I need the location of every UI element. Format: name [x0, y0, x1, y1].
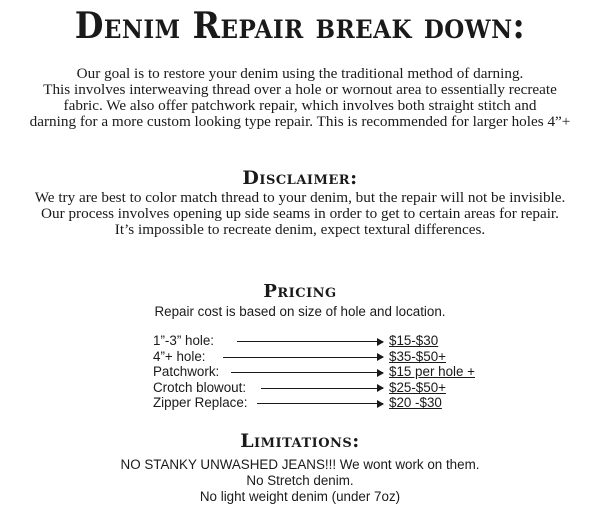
arrow-icon: [237, 341, 383, 342]
price-value: $15 per hole +: [389, 364, 475, 379]
disclaimer-line: Our process involves opening up side seams in order to get to certain areas for repair.: [41, 205, 559, 222]
intro-line: darning for a more custom looking type repair. This is recommended for larger holes 4”+: [29, 113, 571, 130]
price-row: [153, 349, 493, 365]
price-row: [153, 333, 493, 349]
intro-paragraph: [8, 66, 592, 130]
price-value: $25-$50+: [389, 379, 446, 395]
arrow-icon: [223, 357, 383, 358]
limitations-heading: Limitations:: [240, 430, 360, 452]
price-label: Crotch blowout:: [153, 379, 247, 395]
limitation-line: NO STANKY UNWASHED JEANS!!! We wont work on them.: [120, 457, 480, 472]
price-value: $20 -$30: [389, 395, 442, 410]
price-label: 4”+ hole:: [153, 348, 206, 364]
arrow-icon: [261, 388, 383, 389]
arrow-icon: [231, 372, 383, 373]
price-label: 1”-3” hole:: [153, 333, 215, 348]
intro-line: fabric. We also offer patchwork repair, which involves both straight stitch and: [63, 97, 537, 114]
intro-line: This involves interweaving thread over a hole or wornout area to essentially recreate: [43, 81, 557, 98]
price-label: Patchwork:: [153, 364, 220, 379]
price-row: [153, 395, 493, 411]
price-row: [153, 364, 493, 380]
pricing-heading: Pricing: [263, 281, 337, 302]
page-title: Denim Repair break down:: [74, 5, 526, 47]
disclaimer-heading: Disclaimer:: [242, 167, 358, 189]
price-value: $15-$30: [389, 333, 439, 348]
disclaimer-line: We try are best to color match thread to your denim, but the repair will not be invisible.: [34, 189, 566, 206]
disclaimer-paragraph: [8, 190, 592, 238]
limitations-list: [0, 457, 600, 505]
price-label: Zipper Replace:: [153, 395, 248, 410]
limitation-line: No Stretch denim.: [246, 473, 354, 488]
intro-line: Our goal is to restore your denim using the traditional method of darning.: [76, 65, 524, 82]
disclaimer-line: It’s impossible to recreate denim, expect textural differences.: [114, 221, 486, 238]
price-row: [153, 380, 493, 396]
limitation-line: No light weight denim (under 7oz): [199, 489, 401, 504]
price-list: [153, 333, 493, 411]
price-value: $35-$50+: [389, 348, 446, 364]
pricing-subtitle: Repair cost is based on size of hole and location.: [154, 304, 446, 319]
arrow-icon: [257, 403, 383, 404]
